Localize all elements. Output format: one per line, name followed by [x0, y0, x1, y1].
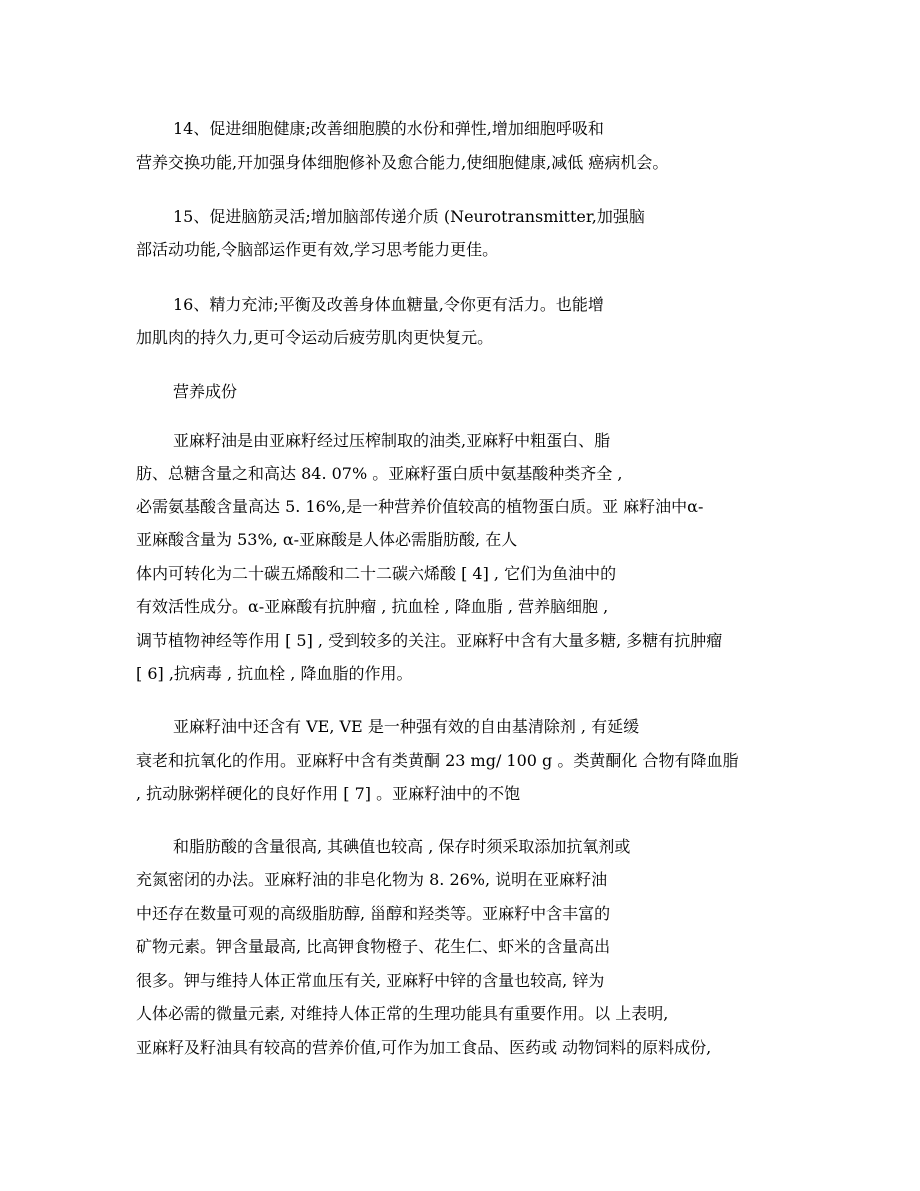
text-line: 矿物元素。钾含量最高, 比高钾食物橙子、花生仁、虾米的含量高出 — [136, 937, 611, 956]
text-line: 必需氨基酸含量高达 5. 16%,是一种营养价值较高的植物蛋白质。亚 麻籽油中α- — [136, 497, 704, 516]
text-line: 15、促进脑筋灵活;增加脑部传递介质 (Neurotransmitter,加强脑 — [173, 207, 645, 226]
text-line: 有效活性成分。α-亚麻酸有抗肿瘤 , 抗血栓 , 降血脂 , 营养脑细胞 , — [136, 597, 609, 616]
text-line: 14、促进细胞健康;改善细胞膜的水份和弹性,增加细胞呼吸和 — [173, 119, 604, 138]
text-line: 亚麻籽油是由亚麻籽经过压榨制取的油类,亚麻籽中粗蛋白、脂 — [173, 431, 611, 450]
text-line: 调节植物神经等作用 [ 5] , 受到较多的关注。亚麻籽中含有大量多糖, 多糖有抗肿瘤 — [136, 631, 723, 650]
text-line: 亚麻酸含量为 53%, α-亚麻酸是人体必需脂肪酸, 在人 — [136, 530, 518, 549]
text-line: 肪、总糖含量之和高达 84. 07% 。亚麻籽蛋白质中氨基酸种类齐全 , — [136, 464, 623, 483]
text-line: 亚麻籽及籽油具有较高的营养价值,可作为加工食品、医药或 动物饲料的原料成份, — [136, 1038, 712, 1057]
text-line: 加肌肉的持久力,更可令运动后疲劳肌肉更快复元。 — [136, 328, 494, 347]
text-line: 衰老和抗氧化的作用。亚麻籽中含有类黄酮 23 mg/ 100 g 。类黄酮化 合物有降血脂 — [136, 751, 739, 770]
text-line: 很多。钾与维持人体正常血压有关, 亚麻籽中锌的含量也较高, 锌为 — [136, 971, 605, 990]
text-line: 营养交换功能,幵加强身体细胞修补及愈合能力,使细胞健康,减低 癌病机会。 — [136, 153, 669, 172]
text-line: 体内可转化为二十碳五烯酸和二十二碳六烯酸 [ 4] , 它们为鱼油中的 — [136, 564, 617, 583]
section-heading: 营养成份 — [173, 382, 238, 401]
text-line: 亚麻籽油中还含有 VE, VE 是一种强有效的自由基清除剂 , 有延缓 — [173, 717, 640, 736]
text-line: 和脂肪酸的含量很高, 其碘值也较高 , 保存时须采取添加抗氧剂或 — [173, 837, 631, 856]
text-line: 充氮密闭的办法。亚麻籽油的非皂化物为 8. 26%, 说明在亚麻籽油 — [136, 870, 608, 889]
text-line: 中还存在数量可观的高级脂肪醇, 甾醇和羟类等。亚麻籽中含丰富的 — [136, 904, 611, 923]
text-line: , 抗动脉粥样硬化的良好作用 [ 7] 。亚麻籽油中的不饱 — [136, 784, 521, 803]
text-line: [ 6] ,抗病毒 , 抗血栓 , 降血脂的作用。 — [136, 664, 413, 683]
text-line: 人体必需的微量元素, 对维持人体正常的生理功能具有重要作用。以 上表明, — [136, 1004, 669, 1023]
text-line: 部活动功能,令脑部运作更有效,学习思考能力更佳。 — [136, 240, 499, 259]
text-line: 16、精力充沛;平衡及改善身体血糖量,令你更有活力。也能增 — [173, 295, 604, 314]
